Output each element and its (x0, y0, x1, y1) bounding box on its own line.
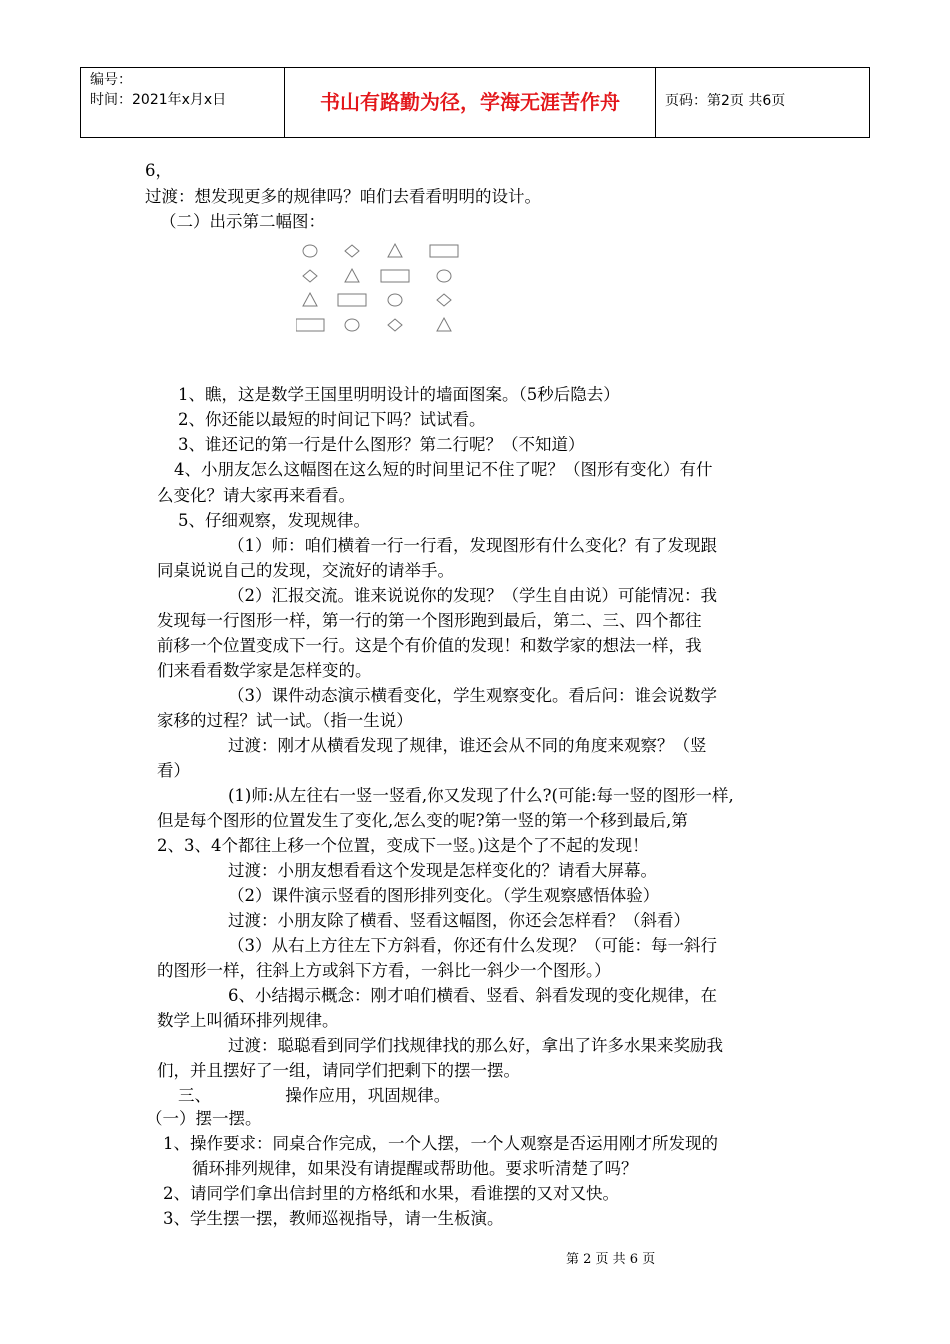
text-line: 家移的过程？试一试。（指一生说） (157, 711, 413, 730)
triangle-shape (345, 269, 359, 282)
text-line: （2）课件演示竖看的图形排列变化。（学生观察感悟体验） (228, 886, 660, 905)
text-line: 6、小结揭示概念：刚才咱们横看、竖看、斜看发现的变化规律，在 (228, 986, 717, 1005)
circle-shape (388, 294, 402, 306)
text-line: （一）摆一摆。 (146, 1109, 262, 1128)
text-line: （3）从右上方往左下方斜看，你还有什么发现？（可能：每一斜行 (228, 936, 717, 955)
text-line: 3、学生摆一摆，教师巡视指导，请一生板演。 (163, 1209, 504, 1228)
rectangle-shape (296, 319, 324, 331)
text-line: 过渡：小朋友除了横看、竖看这幅图，你还会怎样看？（斜看） (228, 911, 690, 930)
rectangle-shape (381, 270, 409, 282)
text-line: 前移一个位置变成下一行。这是个有价值的发现！和数学家的想法一样，我 (157, 636, 702, 655)
text-line: 4、小朋友怎么这幅图在这么短的时间里记不住了呢？（图形有变化）有什 (174, 460, 713, 479)
pattern-figure (296, 240, 476, 340)
header-divider-right-edge (869, 67, 870, 137)
text-line: 的图形一样，往斜上方或斜下方看，一斜比一斜少一个图形。） (157, 961, 611, 980)
text-line: 发现每一行图形一样，第一行的第一个图形跑到最后，第二、三、四个都往 (157, 611, 702, 630)
section-heading: 三、 操作应用，巩固规律。 (178, 1086, 451, 1105)
text-line: 但是每个图形的位置发生了变化,怎么变的呢?第一竖的第一个移到最后,第 (157, 811, 688, 830)
triangle-shape (303, 293, 317, 306)
circle-shape (345, 319, 359, 331)
time-label: 时间：2021年x月x日 (90, 92, 227, 108)
header-left (90, 70, 226, 110)
circle-shape (437, 270, 451, 282)
triangle-shape (388, 244, 402, 257)
code-label: 编号： (90, 72, 132, 88)
text-line: 过渡：聪聪看到同学们找规律找的那么好，拿出了许多水果来奖励我 (228, 1036, 723, 1055)
rectangle-shape (338, 294, 366, 306)
text-line: （2）汇报交流。谁来说说你的发现？（学生自由说）可能情况：我 (228, 586, 717, 605)
diamond-shape (303, 270, 317, 282)
text-line: 数学上叫循环排列规律。 (157, 1011, 339, 1030)
text-line: 6， (145, 161, 172, 180)
triangle-shape (437, 318, 451, 331)
text-line: （3）课件动态演示横看变化，学生观察变化。看后问：谁会说数学 (228, 686, 717, 705)
text-line: 3、谁还记的第一行是什么图形？第二行呢？（不知道） (178, 435, 585, 454)
diamond-shape (437, 294, 451, 306)
text-line: 2、你还能以最短的时间记下吗？试试看。 (178, 410, 486, 429)
text-line: 们来看看数学家是怎样变的。 (157, 661, 372, 680)
diamond-shape (345, 245, 359, 257)
text-line: （二）出示第二幅图： (160, 212, 325, 231)
text-line: 1、操作要求：同桌合作完成，一个人摆，一个人观察是否运用刚才所发现的 (163, 1134, 718, 1153)
text-line: 过渡：刚才从横看发现了规律，谁还会从不同的角度来观察？（竖 (228, 736, 707, 755)
text-line: 过渡：想发现更多的规律吗？咱们去看看明明的设计。 (145, 187, 541, 206)
text-line: 2、请同学们拿出信封里的方格纸和水果，看谁摆的又对又快。 (163, 1184, 619, 1203)
page-footer: 第 2 页 共 6 页 (566, 1252, 656, 1267)
text-line: 2、3、4个都往上移一个位置，变成下一竖。)这是个了不起的发现！ (157, 836, 649, 855)
text-line: （1）师：咱们横着一行一行看，发现图形有什么变化？有了发现跟 (228, 536, 717, 555)
header-motto: 书山有路勤为径，学海无涯苦作舟 (320, 90, 620, 114)
text-line: 看） (157, 761, 190, 780)
text-line: 5、仔细观察，发现规律。 (178, 511, 370, 530)
text-line: 么变化？请大家再来看看。 (157, 486, 355, 505)
text-line: (1)师:从左往右一竖一竖看,你又发现了什么?(可能:每一竖的图形一样, (228, 786, 734, 805)
text-line: 过渡：小朋友想看看这个发现是怎样变化的？请看大屏幕。 (228, 861, 657, 880)
header-page-info: 页码：第2页 共6页 (665, 93, 786, 109)
header-divider-left-edge (80, 67, 81, 137)
circle-shape (303, 245, 317, 257)
text-line: 循环排列规律，如果没有请提醒或帮助他。要求听清楚了吗？ (192, 1159, 638, 1178)
header-divider-2 (655, 67, 656, 137)
text-line: 同桌说说自己的发现，交流好的请举手。 (157, 561, 454, 580)
rectangle-shape (430, 245, 458, 257)
text-line: 们，并且摆好了一组，请同学们把剩下的摆一摆。 (157, 1061, 520, 1080)
diamond-shape (388, 319, 402, 331)
text-line: 1、瞧，这是数学王国里明明设计的墙面图案。（5秒后隐去） (178, 385, 620, 404)
